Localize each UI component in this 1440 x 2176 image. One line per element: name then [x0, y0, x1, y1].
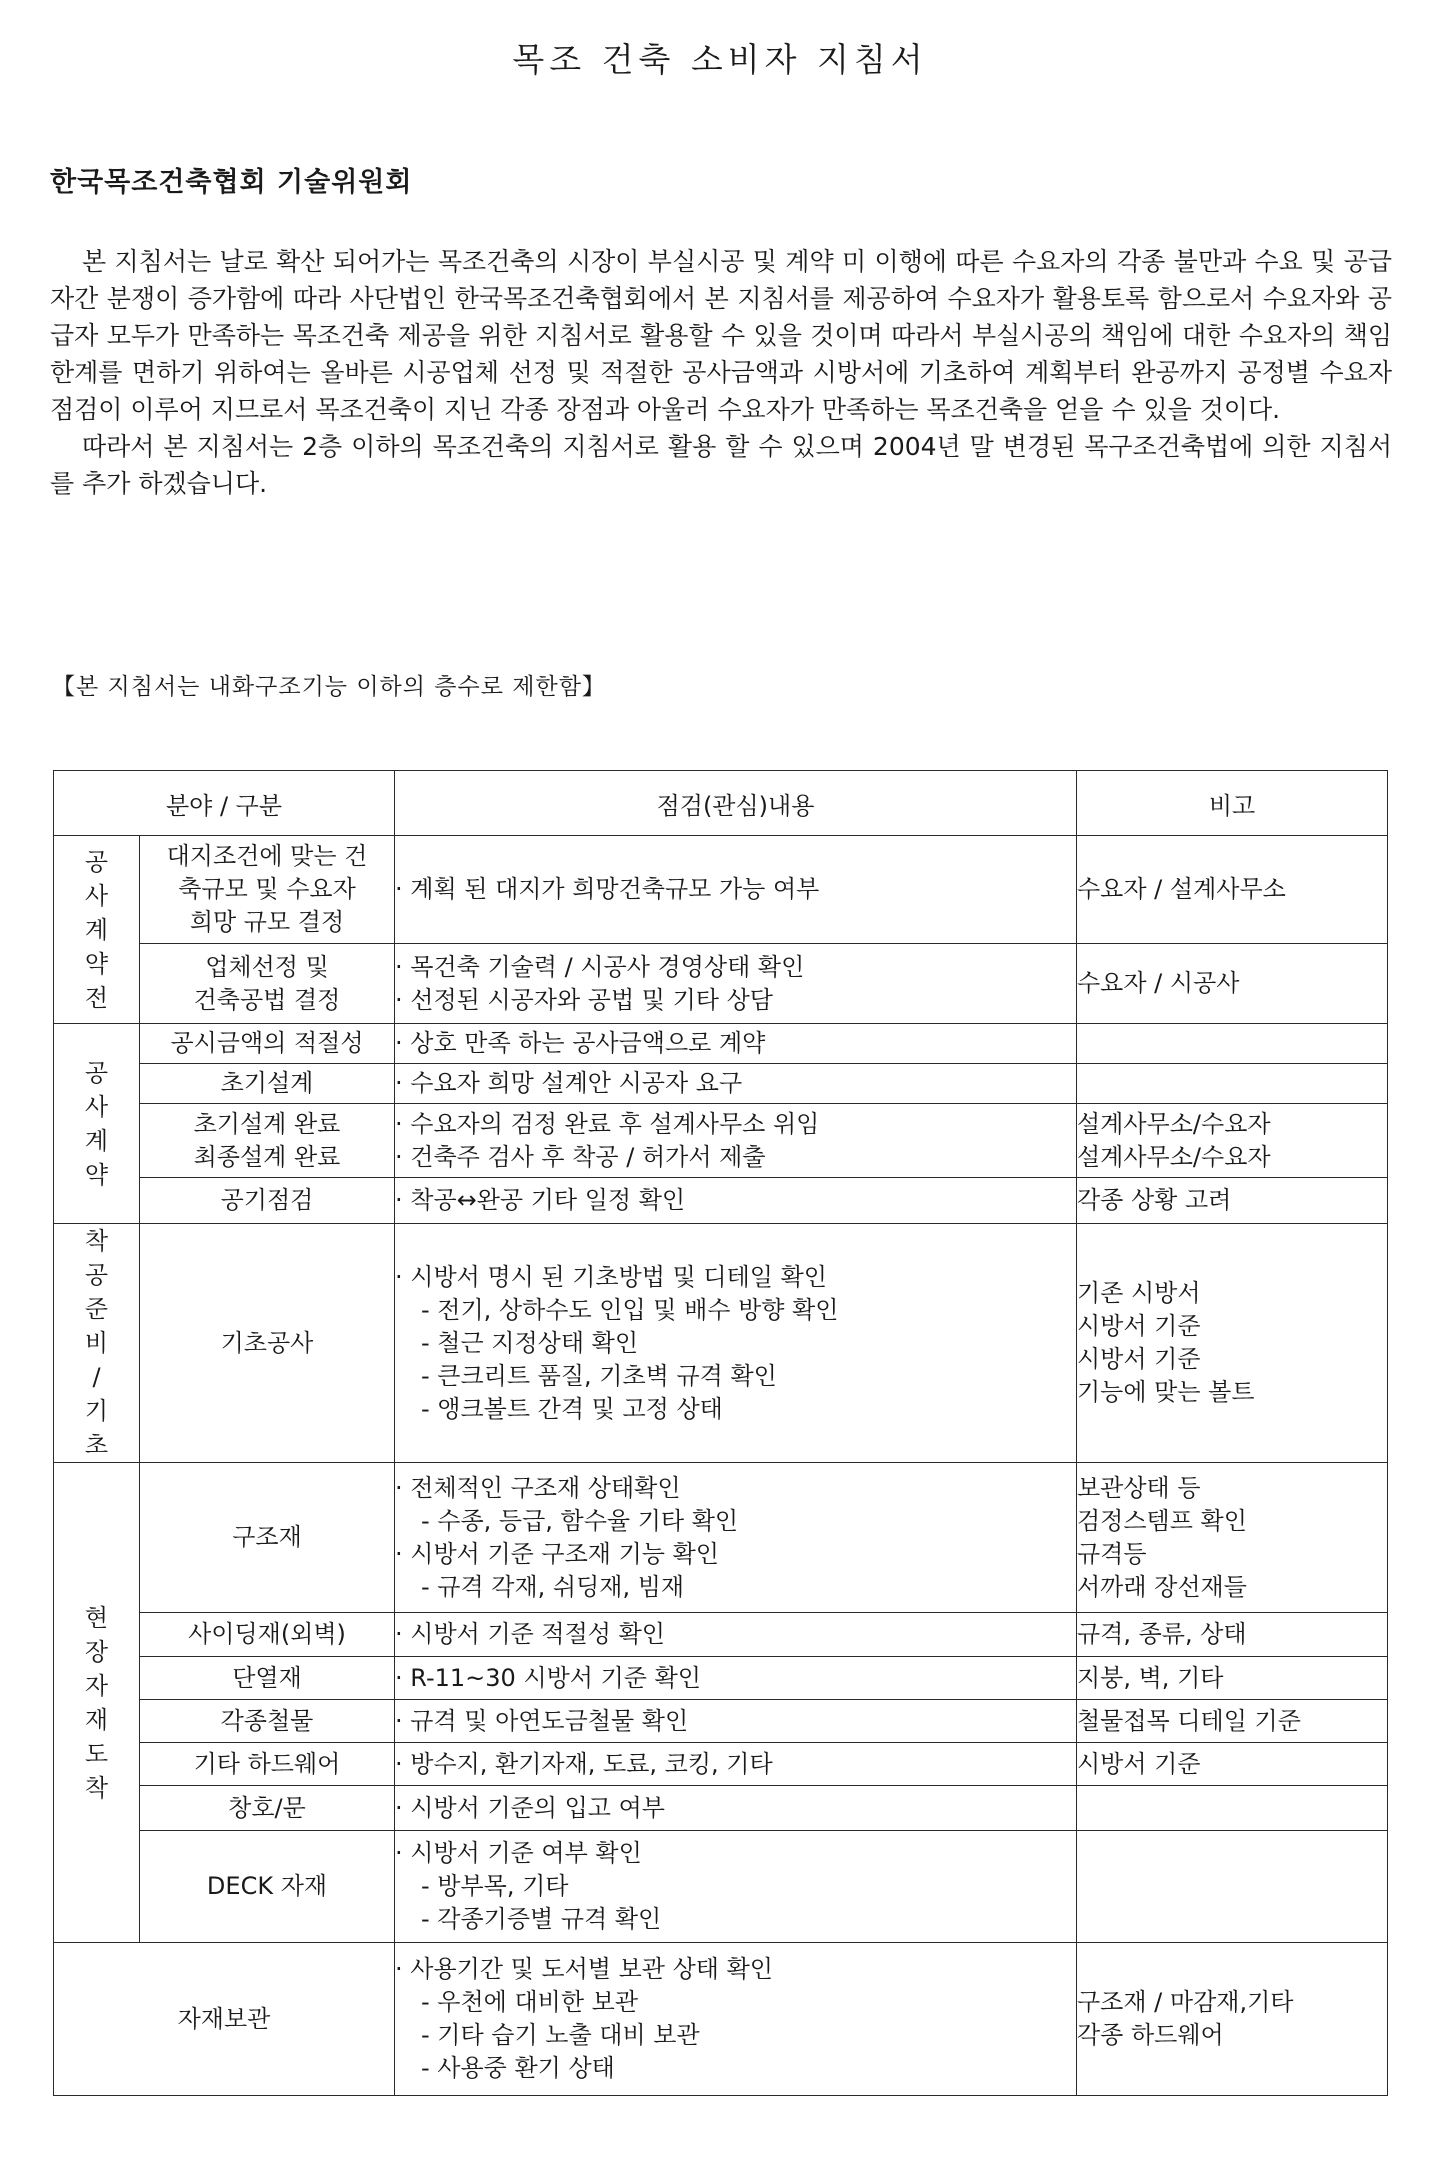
table-row — [54, 1613, 1388, 1657]
item-cell: 단열재 — [140, 1657, 395, 1700]
note-cell — [1077, 944, 1388, 1024]
text-line: · 수요자 희망 설계안 시공자 요구 — [395, 1069, 743, 1097]
content-cell — [395, 1064, 1077, 1104]
item-cell: 창호/문 — [140, 1786, 395, 1831]
table-row — [54, 944, 1388, 1024]
category-cell: 현 장 자 재 도 착 — [54, 1463, 140, 1943]
content-cell — [395, 944, 1077, 1024]
table-row — [54, 1657, 1388, 1700]
category-cell: 공 사 계 약 전 — [54, 836, 140, 1024]
organization-name: 한국목조건축협회 기술위원회 — [50, 167, 413, 198]
text-line: · 수요자의 검정 완료 후 설계사무소 위임 — [395, 1109, 820, 1138]
content-cell — [395, 1024, 1077, 1064]
note-cell — [1077, 1024, 1388, 1064]
text-line: 지붕, 벽, 기타 — [1077, 1663, 1224, 1692]
content-cell — [395, 1613, 1077, 1657]
text-line: - 앵크볼트 간격 및 고정 상태 — [421, 1394, 723, 1423]
content-cell — [395, 1743, 1077, 1786]
text-line: 규격, 종류, 상태 — [1077, 1620, 1247, 1648]
header-category: 분야 / 구분 — [54, 771, 395, 836]
category-cell: 공 사 계 약 — [54, 1024, 140, 1224]
table-row — [54, 836, 1388, 944]
text-line: - 방부목, 기타 — [421, 1872, 569, 1900]
text-line: 규격등 — [1077, 1539, 1147, 1568]
item-cell: 공기점검 — [140, 1178, 395, 1224]
content-cell — [395, 1224, 1077, 1463]
text-line: - 기타 습기 노출 대비 보관 — [421, 2021, 700, 2049]
content-cell — [395, 1786, 1077, 1831]
text-line: · 목건축 기술력 / 시공사 경영상태 확인 — [395, 952, 805, 981]
text-line: · 규격 및 아연도금철물 확인 — [395, 1706, 689, 1735]
intro-paragraph: 따라서 본 지침서는 2층 이하의 목조건축의 지침서로 활용 할 수 있으며 2004년 말 변경된 목구조건축법에 의한 지침서를 추가 하겠습니다. — [50, 432, 1392, 498]
item-cell: 대지조건에 맞는 건 축규모 및 수요자 희망 규모 결정 — [140, 836, 395, 944]
text-line: - 규격 각재, 쉬딩재, 빔재 — [421, 1572, 685, 1601]
checklist-table — [53, 770, 1388, 2096]
item-cell: DECK 자재 — [140, 1831, 395, 1943]
table-row — [54, 1700, 1388, 1743]
table-row — [54, 1064, 1388, 1104]
text-line: 각종 하드웨어 — [1077, 2021, 1224, 2049]
note-cell — [1077, 1700, 1388, 1743]
content-cell — [395, 1700, 1077, 1743]
table-row — [54, 1178, 1388, 1224]
text-line: · 전체적인 구조재 상태확인 — [395, 1473, 681, 1502]
table-row — [54, 1743, 1388, 1786]
note-cell — [1077, 1463, 1388, 1613]
text-line: · 건축주 검사 후 착공 / 허가서 제출 — [395, 1142, 766, 1171]
table-row — [54, 1786, 1388, 1831]
header-note: 비고 — [1077, 771, 1388, 836]
table-body — [54, 836, 1388, 2096]
text-line: - 각종기증별 규격 확인 — [421, 1905, 662, 1933]
text-line: 수요자 / 설계사무소 — [1077, 875, 1286, 903]
text-line: 서까래 장선재들 — [1077, 1572, 1247, 1601]
header-content: 점검(관심)내용 — [395, 771, 1077, 836]
item-cell: 각종철물 — [140, 1700, 395, 1743]
note-cell — [1077, 1224, 1388, 1463]
text-line: 시방서 기준 — [1077, 1312, 1201, 1340]
text-line: 수요자 / 시공사 — [1077, 969, 1240, 997]
note-cell — [1077, 1104, 1388, 1178]
document-title: 목조 건축 소비자 지침서 — [512, 40, 928, 79]
text-line: - 수종, 등급, 함수율 기타 확인 — [421, 1506, 739, 1535]
text-line: 기존 시방서 — [1077, 1279, 1201, 1307]
text-line: 설계사무소/수요자 — [1077, 1109, 1271, 1138]
category-cell: 자재보관 — [54, 1943, 395, 2096]
table-row — [54, 1024, 1388, 1064]
text-line: 기능에 맞는 볼트 — [1077, 1378, 1255, 1406]
note-cell — [1077, 1178, 1388, 1224]
item-cell: 업체선정 및 건축공법 결정 — [140, 944, 395, 1024]
note-cell — [1077, 1786, 1388, 1831]
note-cell — [1077, 836, 1388, 944]
text-line: 설계사무소/수요자 — [1077, 1142, 1271, 1171]
text-line: · 시방서 기준의 입고 여부 — [395, 1793, 665, 1822]
text-line: - 큰크리트 품질, 기초벽 규격 확인 — [421, 1361, 777, 1390]
item-cell: 기초공사 — [140, 1224, 395, 1463]
intro-text — [50, 243, 1392, 502]
text-line: 구조재 / 마감재,기타 — [1077, 1988, 1294, 2016]
scope-note: 【본 지침서는 내화구조기능 이하의 층수로 제한함】 — [52, 674, 606, 700]
text-line: - 철근 지정상태 확인 — [421, 1328, 639, 1357]
content-cell — [395, 1178, 1077, 1224]
content-cell — [395, 1657, 1077, 1700]
table-row — [54, 1463, 1388, 1613]
item-cell: 초기설계 완료 최종설계 완료 — [140, 1104, 395, 1178]
content-cell — [395, 1463, 1077, 1613]
note-cell — [1077, 1613, 1388, 1657]
note-cell — [1077, 1831, 1388, 1943]
text-line: 시방서 기준 — [1077, 1749, 1201, 1778]
item-cell: 구조재 — [140, 1463, 395, 1613]
text-line: · 사용기간 및 도서별 보관 상태 확인 — [395, 1955, 773, 1983]
table-row — [54, 1943, 1388, 2096]
table-row — [54, 1831, 1388, 1943]
intro-paragraph: 본 지침서는 날로 확산 되어가는 목조건축의 시장이 부실시공 및 계약 미 이행에 따른 수요자의 각종 불만과 수요 및 공급자간 분쟁이 증가함에 따라 사단법인 한국목조건축협회에서 본 지침서를 제공하여 수요자가 활용토록 함으로서 수요자와 공급자 모두가 만족하는 목조건축 제공을 위한 지침서로 활용할 수 있을 것이며 따라서 부실시공의 책임에 대한 수요자의 책임한계를 면하기 위하여는 올바른 시공업체 선정 및 적절한 공사금액과 시방서에 기초하여 계획부터 완공까지 공정별 수요자 점검이 이루어 지므로서 목조건축이 지닌 각종 장점과 아울러 수요자가 만족하는 목조건축을 얻을 수 있을 것이다. — [50, 247, 1392, 424]
table-row — [54, 1224, 1388, 1463]
text-line: · 계획 된 대지가 희망건축규모 가능 여부 — [395, 875, 820, 903]
text-line: · 방수지, 환기자재, 도료, 코킹, 기타 — [395, 1749, 773, 1778]
text-line: - 사용중 환기 상태 — [421, 2054, 615, 2082]
text-line: - 전기, 상하수도 인입 및 배수 방향 확인 — [421, 1295, 839, 1324]
table-row — [54, 1104, 1388, 1178]
item-cell: 기타 하드웨어 — [140, 1743, 395, 1786]
text-line: 검정스템프 확인 — [1077, 1506, 1247, 1535]
item-cell: 공시금액의 적절성 — [140, 1024, 395, 1064]
table-header-row — [54, 771, 1388, 836]
text-line: 시방서 기준 — [1077, 1345, 1201, 1373]
content-cell — [395, 1943, 1077, 2096]
note-cell — [1077, 1743, 1388, 1786]
text-line: · R-11~30 시방서 기준 확인 — [395, 1663, 701, 1692]
content-cell — [395, 836, 1077, 944]
text-line: · 착공↔완공 기타 일정 확인 — [395, 1186, 686, 1214]
content-cell — [395, 1104, 1077, 1178]
note-cell — [1077, 1064, 1388, 1104]
text-line: · 선정된 시공자와 공법 및 기타 상담 — [395, 985, 773, 1014]
text-line: 보관상태 등 — [1077, 1473, 1201, 1502]
note-cell — [1077, 1943, 1388, 2096]
category-cell: 착 공 준 비 / 기 초 — [54, 1224, 140, 1463]
text-line: · 시방서 기준 여부 확인 — [395, 1839, 642, 1867]
note-cell — [1077, 1657, 1388, 1700]
text-line: · 시방서 기준 적절성 확인 — [395, 1620, 665, 1648]
text-line: 각종 상황 고려 — [1077, 1186, 1232, 1214]
text-line: · 시방서 명시 된 기초방법 및 디테일 확인 — [395, 1262, 827, 1291]
text-line: · 시방서 기준 구조재 기능 확인 — [395, 1539, 719, 1568]
item-cell: 초기설계 — [140, 1064, 395, 1104]
content-cell — [395, 1831, 1077, 1943]
text-line: - 우천에 대비한 보관 — [421, 1988, 639, 2016]
text-line: 철물접목 디테일 기준 — [1077, 1706, 1301, 1735]
item-cell: 사이딩재(외벽) — [140, 1613, 395, 1657]
text-line: · 상호 만족 하는 공사금액으로 계약 — [395, 1029, 766, 1057]
